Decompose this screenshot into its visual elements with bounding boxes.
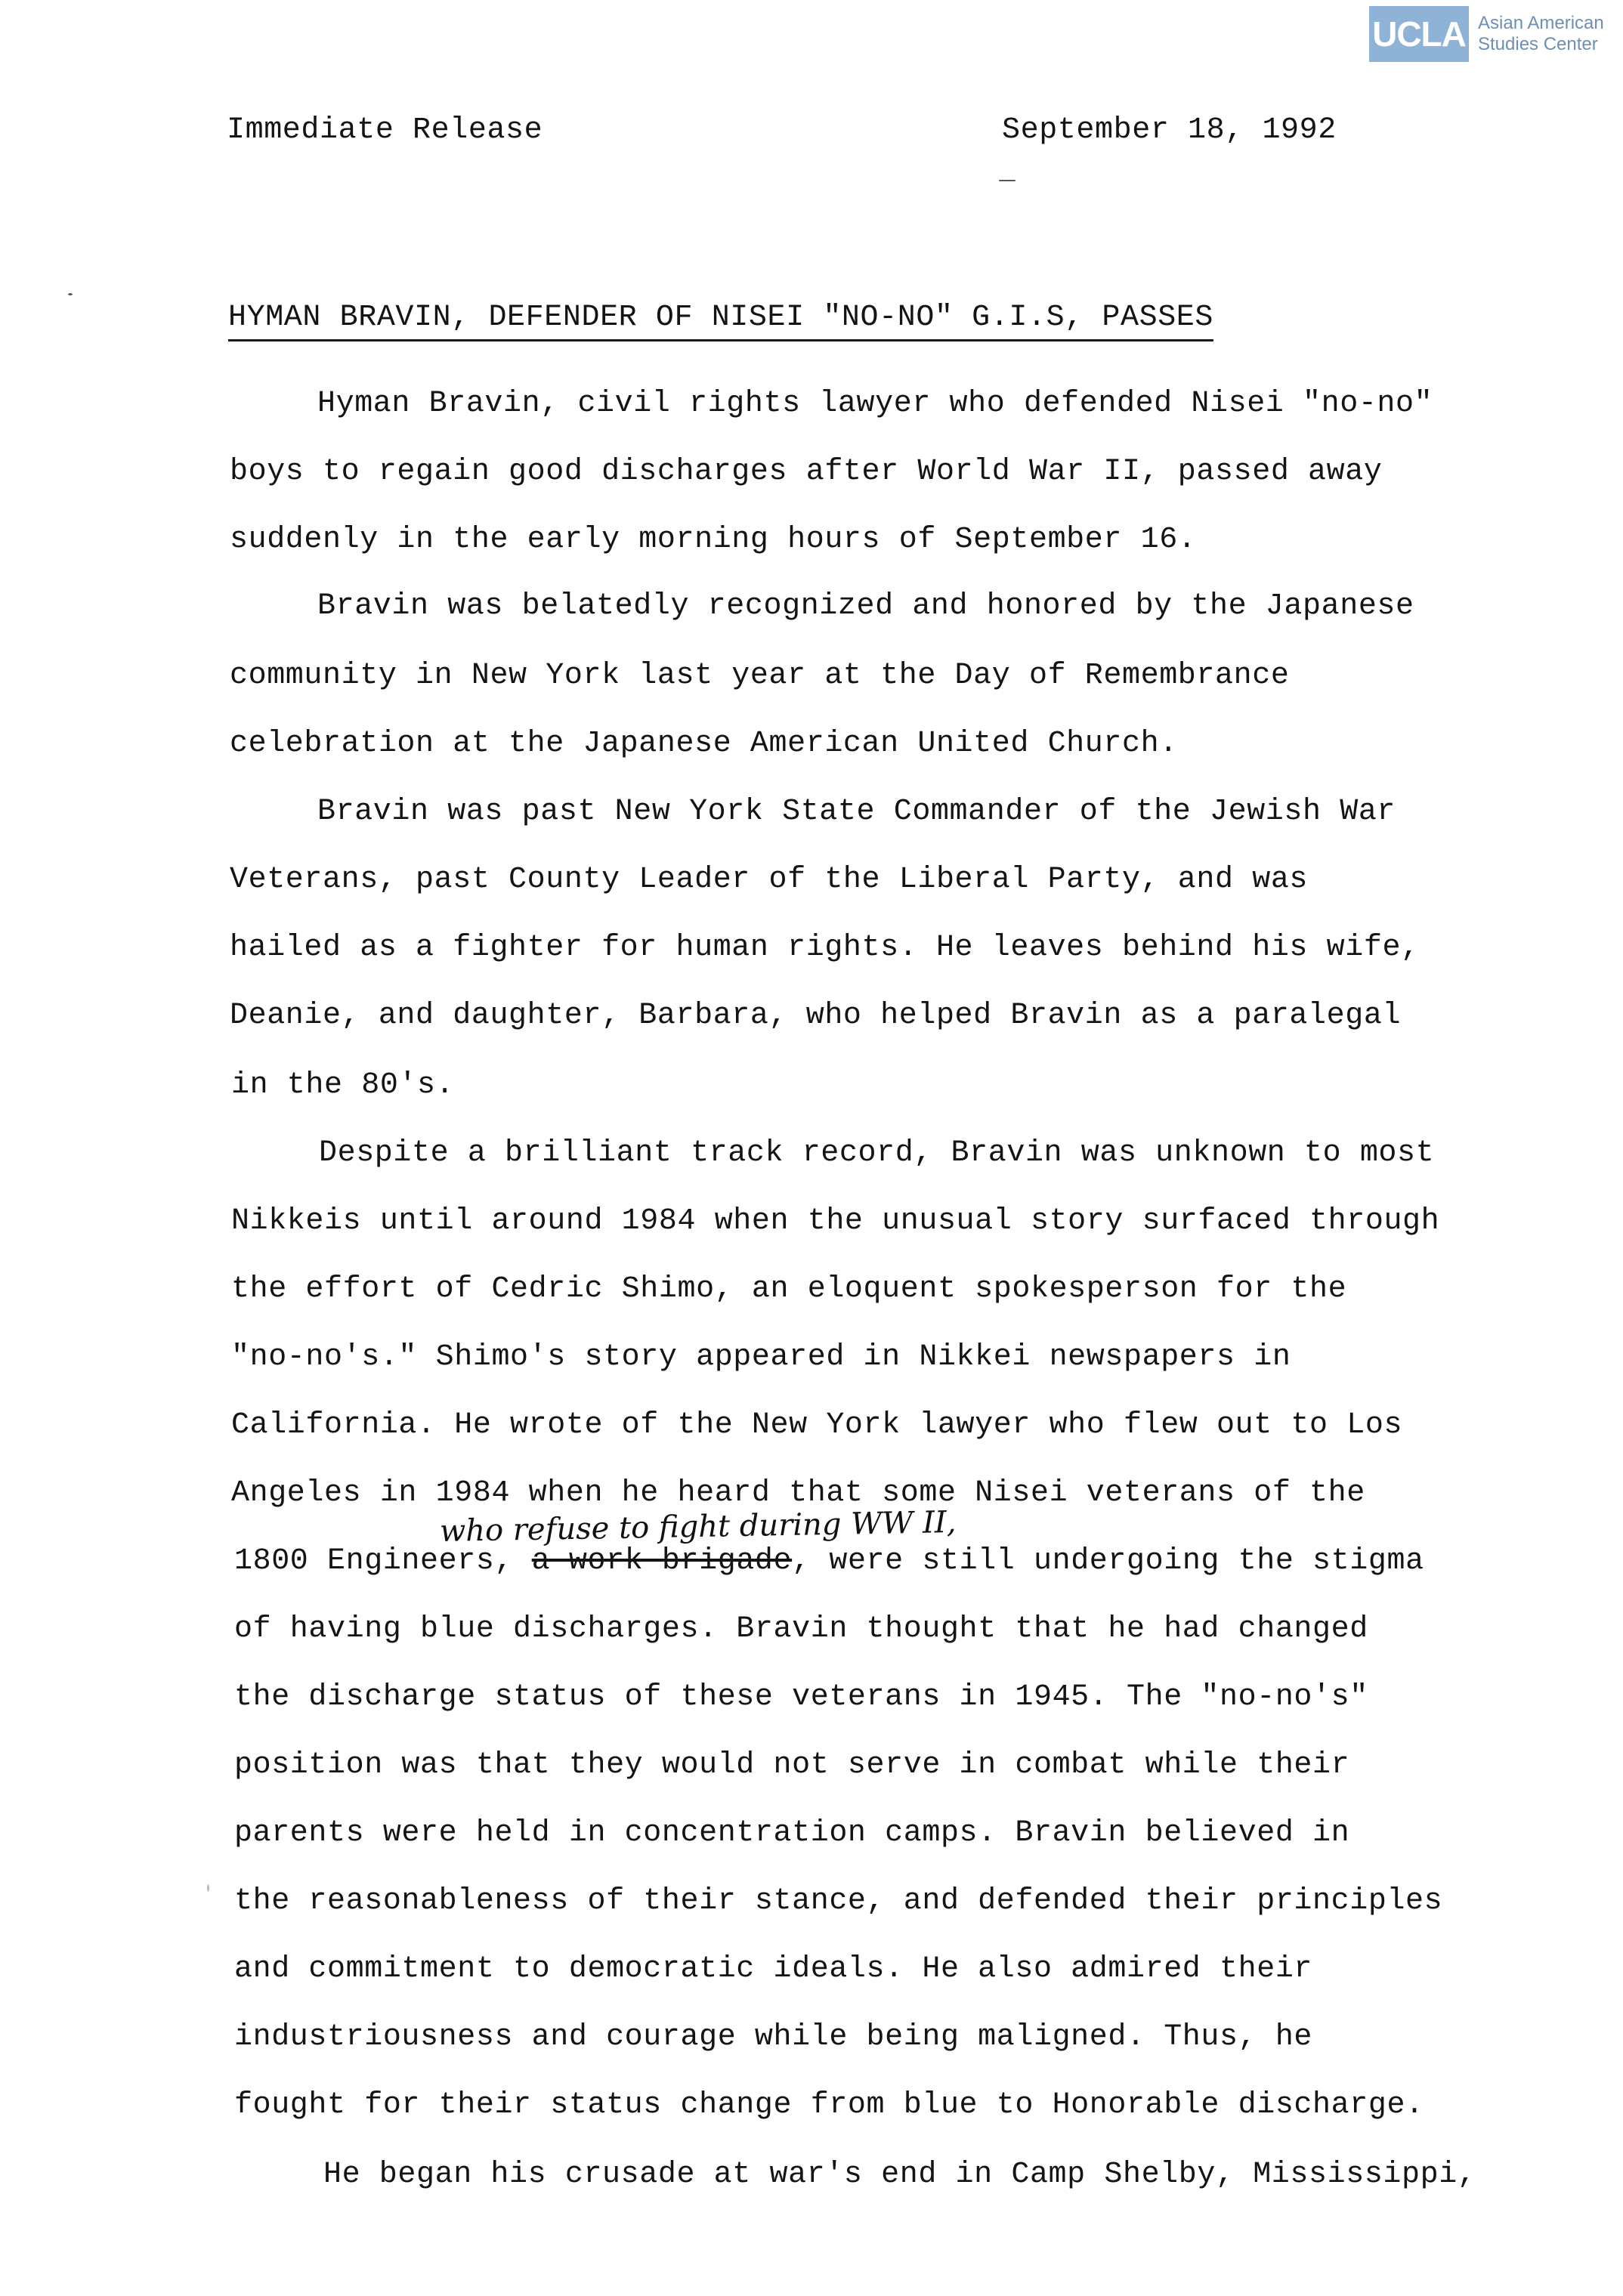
body-line: celebration at the Japanese American United Church.	[230, 727, 1178, 761]
body-line: California. He wrote of the New York lawyer who flew out to Los	[231, 1408, 1403, 1442]
body-line: the reasonableness of their stance, and defended their principles	[234, 1884, 1443, 1918]
body-line: hailed as a fighter for human rights. He leaves behind his wife,	[230, 931, 1420, 965]
body-line-with-edit	[234, 1544, 1424, 1578]
logo-caption	[1478, 13, 1604, 55]
handwritten-insertion: who refuse to fight during WW II,	[439, 1505, 957, 1549]
body-line: "no-no's." Shimo's story appeared in Nikkei newspapers in	[231, 1340, 1291, 1374]
body-line: Angeles in 1984 when he heard that some Nisei veterans of the	[231, 1476, 1365, 1510]
release-date: September 18, 1992	[1002, 113, 1337, 147]
release-label: Immediate Release	[227, 113, 543, 147]
body-line: Bravin was belatedly recognized and honored by the Japanese	[317, 589, 1414, 623]
logo-caption-line-2: Studies Center	[1478, 34, 1598, 54]
body-line: community in New York last year at the Day of Remembrance	[230, 659, 1290, 693]
scan-speck	[207, 1884, 209, 1892]
body-line: Hyman Bravin, civil rights lawyer who defended Nisei "no-no"	[317, 387, 1433, 421]
body-line: the discharge status of these veterans in 1945. The "no-no's"	[234, 1680, 1368, 1714]
logo-caption-line-1: Asian American	[1478, 13, 1604, 33]
body-line: boys to regain good discharges after World War II, passed away	[230, 455, 1383, 489]
body-line: of having blue discharges. Bravin thought that he had changed	[234, 1612, 1368, 1646]
ucla-logo-mark: UCLA	[1369, 6, 1469, 62]
ucla-aasc-logo	[1369, 6, 1604, 62]
body-line: Deanie, and daughter, Barbara, who helped Bravin as a paralegal	[230, 999, 1402, 1033]
body-line: the effort of Cedric Shimo, an eloquent spokesperson for the	[231, 1272, 1347, 1306]
body-line: Despite a brilliant track record, Bravin was unknown to most	[319, 1136, 1435, 1170]
body-line: industriousness and courage while being maligned. Thus, he	[234, 2020, 1313, 2054]
body-line: Bravin was past New York State Commander of the Jewish War	[317, 795, 1396, 829]
body-line: in the 80's.	[231, 1068, 455, 1102]
scan-speck	[999, 180, 1016, 181]
body-line: and commitment to democratic ideals. He also admired their	[234, 1952, 1313, 1986]
body-line: He began his crusade at war's end in Camp Shelby, Mississippi,	[323, 2158, 1476, 2192]
struck-out-text: a work brigade	[531, 1544, 793, 1578]
body-text-segment: 1800 Engineers,	[234, 1544, 532, 1578]
body-line: position was that they would not serve in combat while their	[234, 1748, 1350, 1782]
body-line: fought for their status change from blue to Honorable discharge.	[234, 2088, 1424, 2122]
body-line: Nikkeis until around 1984 when the unusual story surfaced through	[231, 1204, 1440, 1238]
body-line: suddenly in the early morning hours of September 16.	[230, 523, 1197, 557]
scan-speck	[68, 293, 73, 295]
headline: HYMAN BRAVIN, DEFENDER OF NISEI "NO-NO" G.I.S, PASSES	[228, 301, 1213, 341]
body-line: parents were held in concentration camps. Bravin believed in	[234, 1816, 1350, 1850]
body-text-segment: , were still undergoing the stigma	[792, 1544, 1424, 1578]
body-line: Veterans, past County Leader of the Liberal Party, and was	[230, 863, 1309, 897]
